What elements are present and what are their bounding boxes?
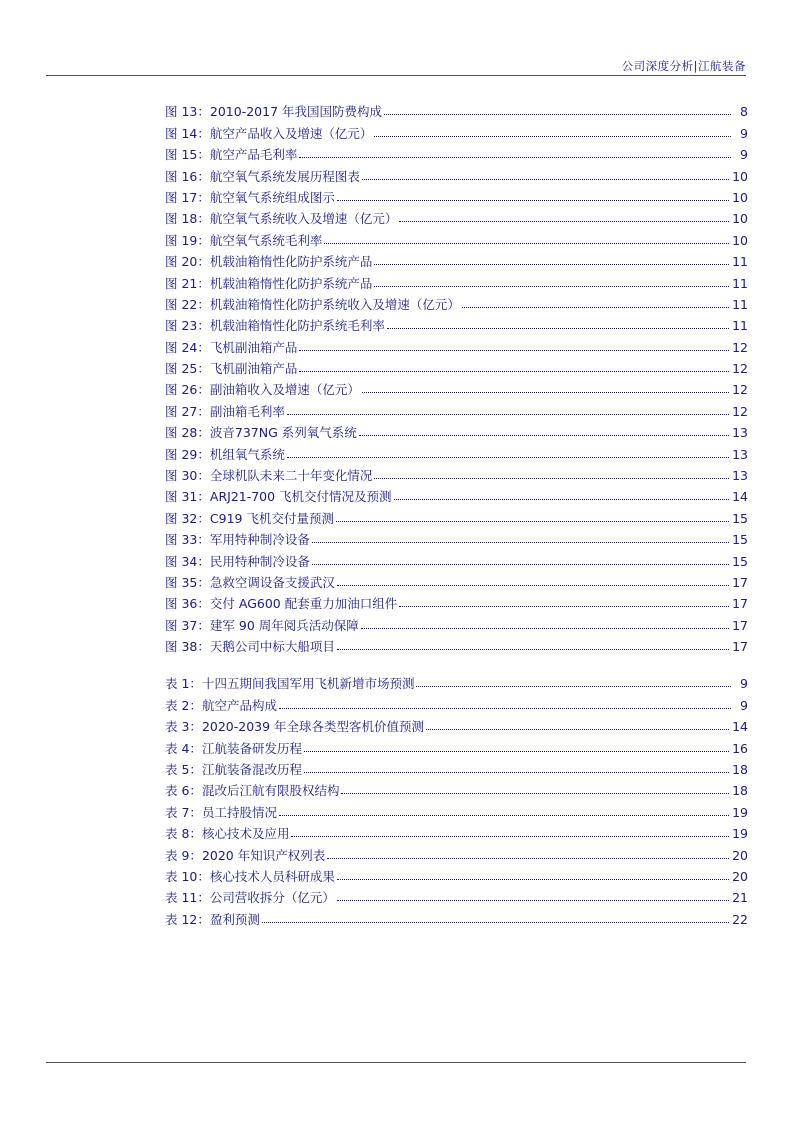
- dot-leader: [299, 157, 731, 158]
- figure-entry[interactable]: [165, 419, 748, 440]
- dot-leader: [337, 900, 729, 901]
- dot-leader: [312, 564, 729, 565]
- header-divider: [46, 75, 746, 76]
- figure-list: [165, 98, 748, 654]
- figure-entry[interactable]: [165, 376, 748, 397]
- dot-leader: [399, 606, 729, 607]
- figure-entry-page-number: 11: [732, 254, 748, 270]
- figure-entry[interactable]: [165, 141, 748, 162]
- dot-leader: [374, 136, 731, 137]
- figure-entry-page-number: 10: [732, 211, 748, 227]
- figure-entry-number: 图 21：: [165, 275, 210, 291]
- figure-entry-title: 机载油箱惰性化防护系统产品: [209, 275, 373, 291]
- table-entry-page-number: 20: [732, 868, 748, 884]
- figure-entry-page-number: 12: [732, 403, 748, 419]
- figure-entry-number: 图 13：: [165, 104, 210, 120]
- dot-leader: [384, 114, 731, 115]
- figure-entry-number: 图 26：: [165, 382, 210, 398]
- figure-entry-title: 航空氧气系统发展历程图表: [209, 168, 360, 184]
- figure-entry-page-number: 14: [732, 489, 748, 505]
- table-entry-title: 航空产品构成: [201, 697, 277, 713]
- dot-leader: [399, 221, 729, 222]
- figure-entry-number: 图 18：: [165, 211, 210, 227]
- dot-leader: [362, 392, 729, 393]
- figure-entry[interactable]: [165, 440, 748, 461]
- figure-entry[interactable]: [165, 397, 748, 418]
- figure-entry-number: 图 35：: [165, 574, 210, 590]
- dot-leader: [262, 922, 729, 923]
- table-entry-number: 表 12：: [165, 911, 210, 927]
- figure-entry-page-number: 12: [732, 361, 748, 377]
- dot-leader: [299, 350, 729, 351]
- figure-entry[interactable]: [165, 462, 748, 483]
- table-entry-title: 2020-2039 年全球各类型客机价值预测: [201, 719, 425, 735]
- table-entry-number: 表 10：: [165, 868, 210, 884]
- figure-entry-page-number: 10: [732, 189, 748, 205]
- dot-leader: [387, 328, 729, 329]
- figure-entry-title: 机组氧气系统: [209, 446, 285, 462]
- figure-entry-title: ARJ21-700 飞机交付情况及预测: [209, 489, 392, 505]
- figure-entry[interactable]: [165, 590, 748, 611]
- figure-entry-page-number: 13: [732, 446, 748, 462]
- figure-entry-title: C919 飞机交付量预测: [209, 510, 334, 526]
- dot-leader: [374, 286, 729, 287]
- table-entry-page-number: 16: [732, 740, 748, 756]
- figure-entry-page-number: 10: [732, 232, 748, 248]
- figure-entry-number: 图 34：: [165, 553, 210, 569]
- figure-entry-page-number: 11: [732, 275, 748, 291]
- figure-entry-title: 建军 90 周年阅兵活动保障: [209, 617, 359, 633]
- figure-entry-number: 图 20：: [165, 254, 210, 270]
- figure-entry-title: 波音737NG 系列氧气系统: [209, 425, 357, 441]
- table-entry[interactable]: [165, 905, 748, 926]
- figure-entry[interactable]: [165, 547, 748, 568]
- figure-entry-title: 2010-2017 年我国国防费构成: [209, 104, 382, 120]
- figure-entry-number: 图 16：: [165, 168, 210, 184]
- dot-leader: [336, 521, 729, 522]
- figure-entry-page-number: 15: [732, 510, 748, 526]
- figure-entry-page-number: 9: [740, 147, 748, 163]
- dot-leader: [324, 243, 729, 244]
- dot-leader: [287, 457, 729, 458]
- table-entry[interactable]: [165, 798, 748, 819]
- table-entry-page-number: 20: [732, 847, 748, 863]
- figure-entry-title: 机载油箱惰性化防护系统产品: [209, 254, 373, 270]
- figure-entry[interactable]: [165, 226, 748, 247]
- figure-entry-page-number: 17: [732, 617, 748, 633]
- figure-entry-page-number: 11: [732, 318, 748, 334]
- dot-leader: [299, 371, 729, 372]
- figure-entry-title: 航空氧气系统毛利率: [209, 232, 323, 248]
- table-entry-page-number: 9: [740, 697, 748, 713]
- table-entry[interactable]: [165, 820, 748, 841]
- dot-leader: [361, 628, 729, 629]
- table-entry-title: 盈利预测: [209, 911, 260, 927]
- figure-entry-number: 图 36：: [165, 596, 210, 612]
- figure-entry-number: 图 27：: [165, 403, 210, 419]
- table-entry-page-number: 9: [740, 676, 748, 692]
- dot-leader: [337, 879, 729, 880]
- figure-entry[interactable]: [165, 504, 748, 525]
- figure-entry-page-number: 17: [732, 574, 748, 590]
- figure-entry[interactable]: [165, 633, 748, 654]
- figure-entry[interactable]: [165, 184, 748, 205]
- figure-entry-number: 图 37：: [165, 617, 210, 633]
- figure-entry[interactable]: [165, 355, 748, 376]
- table-entry-title: 2020 年知识产权列表: [201, 847, 326, 863]
- figure-entry-number: 图 29：: [165, 446, 210, 462]
- figure-entry-title: 机载油箱惰性化防护系统收入及增速（亿元）: [209, 296, 460, 312]
- table-entry-number: 表 8：: [165, 826, 202, 842]
- table-entry-title: 混改后江航有限股权结构: [201, 783, 340, 799]
- dot-leader: [304, 772, 729, 773]
- header-title: 公司深度分析|江航装备: [621, 59, 746, 73]
- figure-entry-number: 图 32：: [165, 510, 210, 526]
- table-entry-page-number: 18: [732, 761, 748, 777]
- figure-entry-page-number: 15: [732, 553, 748, 569]
- figure-entry-number: 图 19：: [165, 232, 210, 248]
- figure-entry-number: 图 23：: [165, 318, 210, 334]
- figure-entry-title: 航空产品收入及增速（亿元）: [209, 125, 373, 141]
- table-entry[interactable]: [165, 884, 748, 905]
- figure-entry-number: 图 24：: [165, 339, 210, 355]
- table-entry[interactable]: [165, 691, 748, 712]
- figure-entry-number: 图 33：: [165, 532, 210, 548]
- figure-entry-title: 机载油箱惰性化防护系统毛利率: [209, 318, 385, 334]
- dot-leader: [337, 585, 729, 586]
- figure-entry[interactable]: [165, 98, 748, 119]
- table-entry-number: 表 1：: [165, 676, 202, 692]
- figure-entry-title: 副油箱收入及增速（亿元）: [209, 382, 360, 398]
- table-entry-page-number: 19: [732, 804, 748, 820]
- figure-entry-number: 图 22：: [165, 296, 210, 312]
- table-entry-title: 江航装备混改历程: [201, 761, 302, 777]
- figure-entry-number: 图 28：: [165, 425, 210, 441]
- table-entry-number: 表 9：: [165, 847, 202, 863]
- dot-leader: [462, 307, 729, 308]
- dot-leader: [359, 435, 729, 436]
- table-entry-number: 表 5：: [165, 761, 202, 777]
- figure-entry[interactable]: [165, 333, 748, 354]
- table-entry[interactable]: [165, 713, 748, 734]
- dot-leader: [287, 414, 729, 415]
- figure-entry[interactable]: [165, 248, 748, 269]
- figure-entry-page-number: 12: [732, 382, 748, 398]
- figure-entry-title: 急救空调设备支援武汉: [209, 574, 335, 590]
- figure-entry-page-number: 9: [740, 125, 748, 141]
- table-entry[interactable]: [165, 670, 748, 691]
- figure-entry-page-number: 13: [732, 468, 748, 484]
- figure-entry-title: 飞机副油箱产品: [209, 339, 298, 355]
- figure-entry-title: 航空氧气系统收入及增速（亿元）: [209, 211, 398, 227]
- dot-leader: [426, 729, 729, 730]
- dot-leader: [304, 751, 729, 752]
- figure-entry-number: 图 15：: [165, 147, 210, 163]
- dot-leader: [362, 179, 729, 180]
- figure-entry-number: 图 31：: [165, 489, 210, 505]
- table-entry-number: 表 2：: [165, 697, 202, 713]
- table-list: [165, 670, 748, 927]
- table-entry-number: 表 6：: [165, 783, 202, 799]
- figure-entry-page-number: 8: [740, 104, 748, 120]
- figure-entry[interactable]: [165, 269, 748, 290]
- table-entry-title: 核心技术人员科研成果: [209, 868, 335, 884]
- figure-entry-page-number: 12: [732, 339, 748, 355]
- figure-entry-title: 航空氧气系统组成图示: [209, 189, 335, 205]
- table-entry-number: 表 3：: [165, 719, 202, 735]
- table-entry-title: 员工持股情况: [201, 804, 277, 820]
- figure-entry-title: 飞机副油箱产品: [209, 361, 298, 377]
- figure-entry[interactable]: [165, 526, 748, 547]
- figure-entry-title: 全球机队未来二十年变化情况: [209, 468, 373, 484]
- dot-leader: [337, 649, 729, 650]
- table-entry-page-number: 18: [732, 783, 748, 799]
- figure-entry[interactable]: [165, 483, 748, 504]
- figure-entry[interactable]: [165, 205, 748, 226]
- table-entry-page-number: 19: [732, 826, 748, 842]
- figure-entry-number: 图 14：: [165, 125, 210, 141]
- table-entry-number: 表 4：: [165, 740, 202, 756]
- figure-entry-page-number: 11: [732, 296, 748, 312]
- figure-entry-number: 图 38：: [165, 639, 210, 655]
- table-entry-title: 公司营收拆分（亿元）: [209, 890, 335, 906]
- figure-entry-title: 交付 AG600 配套重力加油口组件: [209, 596, 398, 612]
- figure-entry-page-number: 17: [732, 639, 748, 655]
- dot-leader: [327, 858, 729, 859]
- figure-entry-number: 图 25：: [165, 361, 210, 377]
- figure-entry[interactable]: [165, 312, 748, 333]
- table-entry-title: 十四五期间我国军用飞机新增市场预测: [201, 676, 415, 692]
- dot-leader: [416, 686, 731, 687]
- figure-entry-page-number: 17: [732, 596, 748, 612]
- table-entry[interactable]: [165, 841, 748, 862]
- figure-entry[interactable]: [165, 611, 748, 632]
- table-entry[interactable]: [165, 756, 748, 777]
- dot-leader: [337, 200, 729, 201]
- figure-entry-title: 航空产品毛利率: [209, 147, 298, 163]
- figure-entry[interactable]: [165, 162, 748, 183]
- figure-entry-page-number: 10: [732, 168, 748, 184]
- figure-entry-page-number: 15: [732, 532, 748, 548]
- dot-leader: [279, 708, 731, 709]
- table-entry-title: 江航装备研发历程: [201, 740, 302, 756]
- figure-entry-page-number: 13: [732, 425, 748, 441]
- figure-entry-number: 图 30：: [165, 468, 210, 484]
- figure-entry-title: 天鹅公司中标大船项目: [209, 639, 335, 655]
- dot-leader: [291, 836, 729, 837]
- figure-entry-title: 副油箱毛利率: [209, 403, 285, 419]
- figure-entry-number: 图 17：: [165, 189, 210, 205]
- dot-leader: [394, 499, 730, 500]
- table-entry-page-number: 22: [732, 911, 748, 927]
- table-entry[interactable]: [165, 863, 748, 884]
- table-entry-page-number: 14: [732, 719, 748, 735]
- dot-leader: [374, 264, 729, 265]
- figure-entry-title: 民用特种制冷设备: [209, 553, 310, 569]
- figure-entry[interactable]: [165, 119, 748, 140]
- dot-leader: [374, 478, 729, 479]
- figure-entry[interactable]: [165, 291, 748, 312]
- table-entry-page-number: 21: [732, 890, 748, 906]
- dot-leader: [341, 793, 729, 794]
- dot-leader: [312, 542, 729, 543]
- table-entry-number: 表 7：: [165, 804, 202, 820]
- dot-leader: [279, 815, 729, 816]
- footer-divider: [46, 1062, 746, 1063]
- figure-entry[interactable]: [165, 569, 748, 590]
- table-entry[interactable]: [165, 734, 748, 755]
- table-entry[interactable]: [165, 777, 748, 798]
- table-entry-title: 核心技术及应用: [201, 826, 290, 842]
- table-entry-number: 表 11：: [165, 890, 210, 906]
- figure-entry-title: 军用特种制冷设备: [209, 532, 310, 548]
